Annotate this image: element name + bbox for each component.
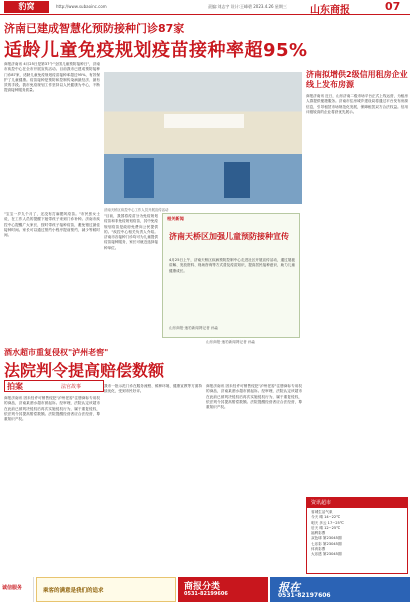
related-news-title: 济南天桥区加强儿童预防接种宣传 [169, 232, 289, 241]
related-news-body: 4月25日上午，济南天桥区疾病预防控制中心走进社区开展宣传活动，通过展板讲解、发放资料、现场咨询等方式普及疫苗知识，提高居民接种意识，助力儿童健康成长。 [169, 258, 295, 273]
second-byline: 山东商报·速豹新闻网记者 孙淼 [206, 340, 256, 344]
footer-ad-taxi-text: 乘客的满意是我们的追求 [43, 588, 104, 594]
second-body-col2: 我市一批示范门诊在服务流程、候种环境、健康宣教等方面持续优化，受到市民好评。 [104, 384, 202, 394]
related-news-byline: 山东商报·速豹新闻网记者 孙淼 [169, 326, 219, 330]
info-line: 今天 晴 14~22℃ [311, 515, 341, 520]
second-body-col1: 商报济南讯 因未经许可销售侵犯"泸州老窖"注册商标专用权的商品，济南某酒水超市被起诉。经审理，法院认定该超市在此前已被判决侵权后再次实施侵权行为，属于重复侵权，依法判令其提高赔偿数额。法院提醒经营者应合法经营，尊重知识产权。 [4, 396, 100, 422]
info-line: 福利彩票 [311, 531, 326, 536]
lead-body-col3: "目前，我国将疫苗分为免疫规划疫苗和非免疫规划疫苗，其中免疫规划疫苗是政府免费向公民提供的。"疾控中心相关负责人介绍。济南市各接种门诊均可为儿童提供疫苗接种服务，家长可就近选择接种单位。 [104, 214, 158, 250]
footer-ad-left[interactable] [0, 577, 34, 602]
right-article [306, 70, 408, 394]
related-news-tag: 相关新闻 [167, 216, 184, 221]
paper-ad-title: 报在 [278, 581, 300, 594]
second-subtitle: 酒水超市重复侵权"泸州老窖" [4, 348, 109, 357]
lead-headline: 适龄儿童免疫规划疫苗接种率超95% [4, 40, 308, 61]
related-news-box [162, 213, 300, 338]
lead-body-col1: 商报济南讯 4月25日是第37个"全国儿童预防接种日"，济南市疾控中心在全市开展宣传活动。目前我市已建成预防接种门诊87家，适龄儿童免疫规划疫苗接种率超过95%，有效保护了儿童健康。疫苗接种是预防和控制传染病最经济、最有效的手段。我市免疫规划工作坚持以人民健康为中心，不断提高接种服务质量。 [4, 62, 100, 93]
classified-phone: 0531-82199606 [184, 591, 228, 597]
paper-name: 山东商报 [310, 5, 350, 16]
law-column-sub: 法官故事 [61, 384, 82, 390]
right-article-body: 商报济南讯 近日，山东济南二级市场平台正式上线运营，为租房人群提供便捷服务。济南市住房城乡建设局将通过平台发布房源信息，引导租赁市场规范化发展，保障租赁双方合法权益。信用评级较高的企业将获优先展示。 [306, 94, 408, 114]
second-body-col3: 商报济南讯 因未经许可销售侵犯"泸州老窖"注册商标专用权的商品，济南某酒水超市被起诉。经审理，法院认定该超市在此前已被判决侵权后再次实施侵权行为，属于重复侵权，依法判令其提高赔偿数额。法院提醒经营者应合法经营，尊重知识产权。 [206, 384, 302, 410]
law-column-badge [4, 380, 104, 392]
info-line: 明天 多云 17~25℃ [311, 520, 344, 525]
masthead-logo: 豹窝 [4, 1, 49, 13]
info-line: 体育彩票 [311, 547, 326, 552]
classified-title: 商报分类 [184, 582, 221, 592]
info-line: 七乐彩 第23045期 [311, 541, 342, 546]
right-article-title: 济南拟增供2级信用租房企业线上发布房源 [306, 70, 408, 89]
footer-ad-paper[interactable] [270, 577, 410, 602]
lead-body-col2: "宝宝一岁九个月了，还没有打麻腮风疫苗。"市民张女士说，在工作人员的提醒下她带孩子来到门诊补种。济南市疾控中心提醒广大家长，按时带孩子接种疫苗，避免错过最佳接种时间。家长可以通过预约小程序提前预约，减少等候时间。 [4, 212, 100, 238]
footer-ad-taxi[interactable] [36, 577, 176, 602]
photo-caption: 济南天桥区疾控中心工作人员开展宣传活动 [104, 208, 169, 212]
edition-meta: 责编:刘志宇 设计:王峰碧 2023.4.26 星期三 [208, 4, 287, 9]
info-box [306, 497, 408, 574]
site-url[interactable]: http://www.subaoinc.com [56, 4, 107, 9]
page-number: 07 [385, 0, 401, 13]
lead-photo [104, 72, 302, 204]
info-line: 省城生活气象 [311, 510, 333, 514]
lead-kicker: 济南已建成智慧化预防接种门诊87家 [4, 22, 185, 35]
info-box-title: 资讯超市 [307, 498, 407, 508]
second-title: 法院判令提高赔偿数额 [4, 361, 165, 380]
paper-ad-phone: 0531-82197606 [278, 592, 331, 599]
footer-ad-left-text: 诚信服务 [2, 585, 23, 591]
footer-ad-classified[interactable] [178, 577, 268, 602]
info-line: 后天 晴 12~25℃ [311, 525, 341, 530]
info-line: 双色球 第23045期 [311, 536, 342, 541]
info-line: 大乐透 第23045期 [311, 552, 342, 557]
law-column-label: 拍案 [7, 382, 23, 391]
